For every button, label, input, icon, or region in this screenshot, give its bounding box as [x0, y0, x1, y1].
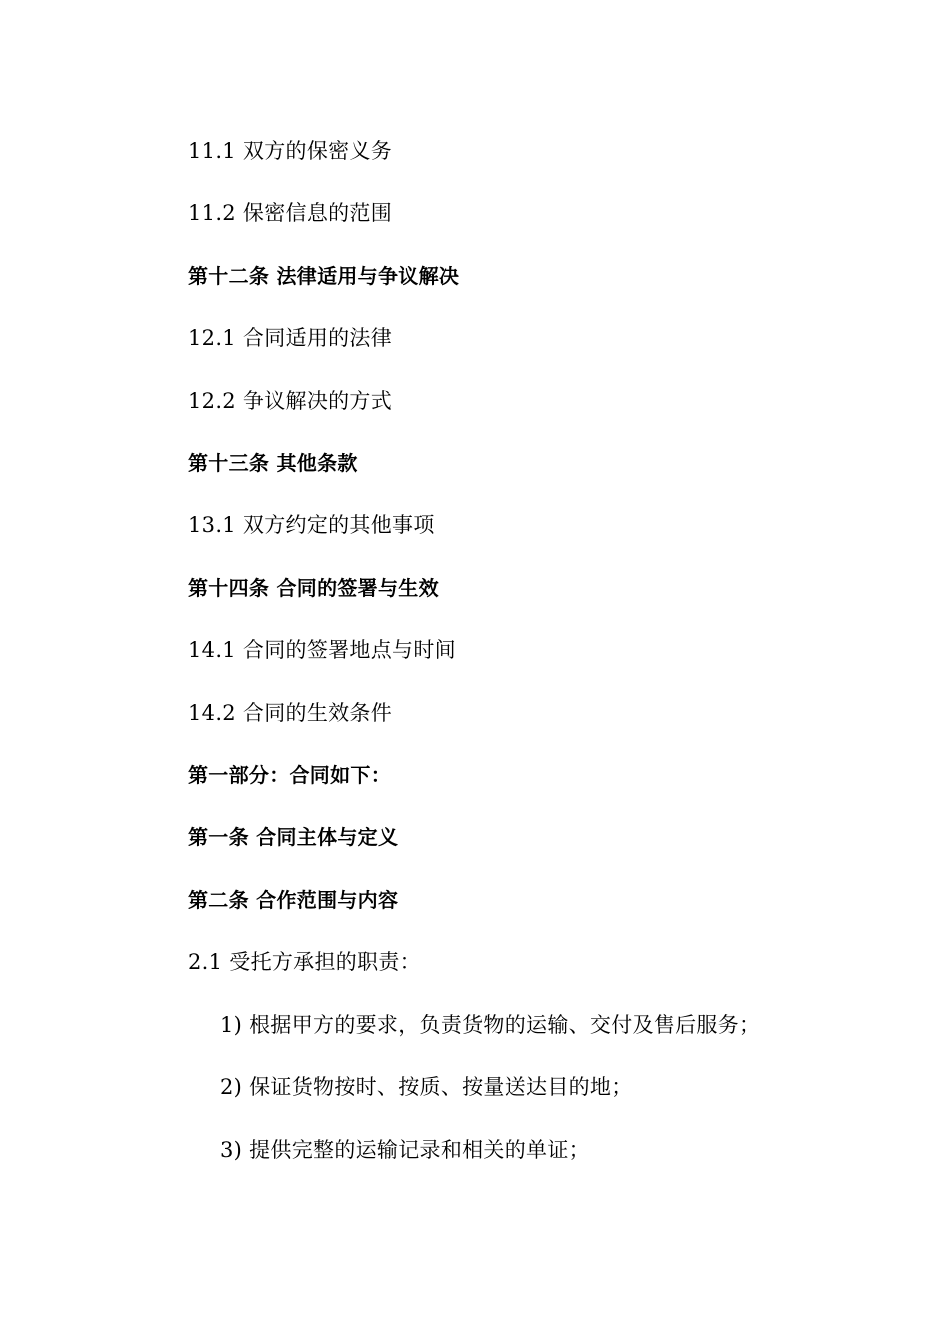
clause-14-1: 14.1 合同的签署地点与时间	[188, 638, 456, 662]
clause-2-1: 2.1 受托方承担的职责：	[188, 950, 421, 974]
clause-14-2: 14.2 合同的生效条件	[188, 701, 393, 725]
part-1-heading: 第一部分：合同如下：	[188, 763, 391, 787]
article-13-heading: 第十三条 其他条款	[188, 451, 358, 475]
clause-12-1: 12.1 合同适用的法律	[188, 326, 393, 350]
clause-11-1: 11.1 双方的保密义务	[188, 139, 393, 163]
article-12-heading: 第十二条 法律适用与争议解决	[188, 264, 460, 288]
clause-12-2: 12.2 争议解决的方式	[188, 389, 393, 413]
article-14-heading: 第十四条 合同的签署与生效	[188, 576, 439, 600]
article-2-heading: 第二条 合作范围与内容	[188, 888, 399, 912]
list-item-1: 1) 根据甲方的要求，负责货物的运输、交付及售后服务；	[220, 1013, 761, 1037]
clause-13-1: 13.1 双方约定的其他事项	[188, 513, 435, 537]
list-item-3: 3) 提供完整的运输记录和相关的单证；	[220, 1138, 590, 1162]
list-item-2: 2) 保证货物按时、按质、按量送达目的地；	[220, 1075, 633, 1099]
article-1-heading: 第一条 合同主体与定义	[188, 825, 399, 849]
clause-11-2: 11.2 保密信息的范围	[188, 201, 393, 225]
